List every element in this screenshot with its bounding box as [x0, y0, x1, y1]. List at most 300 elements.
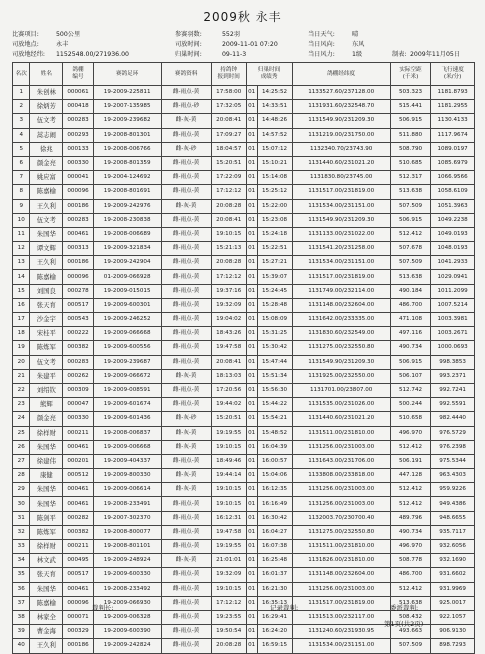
cell-loft-coords: 1131133.00/231022.00 — [292, 227, 390, 241]
cell-arrival-time: 15:28:48 — [257, 298, 292, 312]
cell-ring: 19-2009-066930 — [93, 596, 161, 610]
results-table — [12, 62, 475, 654]
footer-page: 第1页(共2页) — [384, 620, 424, 628]
cell-rank: 28 — [13, 469, 30, 483]
cell-ring: 01-2009-066928 — [93, 270, 161, 284]
cell-clock-time: 19:32:09 — [211, 568, 246, 582]
cell-speed: 1058.6109 — [431, 185, 475, 199]
cell-loft-coords: 1131511.00/231810.00 — [292, 540, 390, 554]
cell-name: 颜金亮 — [30, 156, 63, 170]
cell-loft-coords: 1131256.00/231003.00 — [292, 582, 390, 596]
cell-speed: 993.2371 — [431, 369, 475, 383]
cell-speed: 1029.0941 — [431, 270, 475, 284]
cell-loft-coords: 1131511.00/231810.00 — [292, 426, 390, 440]
cell-name: 朱国华 — [30, 440, 63, 454]
table-row — [13, 242, 475, 256]
cell-name: 谭文辉 — [30, 242, 63, 256]
cell-distance: 490.734 — [390, 525, 430, 539]
cell-arrival-day: 01 — [246, 483, 257, 497]
table-row — [13, 454, 475, 468]
cell-arrival-day: 01 — [246, 142, 257, 156]
cell-name: 王久利 — [30, 639, 63, 653]
table-row — [13, 100, 475, 114]
cell-speed: 925.0017 — [431, 596, 475, 610]
cell-name: 王久利 — [30, 256, 63, 270]
cell-bird-info: 雌-雨点-黄 — [161, 625, 211, 639]
cell-ring: 19-2007-135985 — [93, 100, 161, 114]
cell-rank: 19 — [13, 341, 30, 355]
table-row — [13, 298, 475, 312]
table-row — [13, 497, 475, 511]
cell-arrival-time: 15:56:30 — [257, 383, 292, 397]
cell-loft-id: 000330 — [63, 156, 94, 170]
cell-rank: 17 — [13, 313, 30, 327]
cell-name: 刘绍钦 — [30, 383, 63, 397]
cell-arrival-time: 16:00:57 — [257, 454, 292, 468]
cell-ring: 19-2009-404337 — [93, 454, 161, 468]
cell-loft-coords: 1131256.00/231003.00 — [292, 497, 390, 511]
cell-distance: 506.191 — [390, 454, 430, 468]
cell-name: 熊辉 — [30, 398, 63, 412]
cell-arrival-time: 15:22:51 — [257, 242, 292, 256]
value-tabulated: 2009年11月05日 — [410, 51, 461, 58]
cell-name: 徐样财 — [30, 426, 63, 440]
cell-rank: 14 — [13, 270, 30, 284]
cell-loft-id: 000517 — [63, 298, 94, 312]
cell-loft-id: 000461 — [63, 440, 94, 454]
cell-rank: 22 — [13, 383, 30, 397]
cell-clock-time: 15:20:51 — [211, 412, 246, 426]
cell-bird-info: 雌-雨点-黄 — [161, 568, 211, 582]
cell-name: 徐样财 — [30, 540, 63, 554]
table-header-row — [13, 63, 475, 86]
cell-bird-info: 雌-雨点-黄 — [161, 270, 211, 284]
cell-name: 沙金宇 — [30, 313, 63, 327]
cell-ring: 19-2008-230838 — [93, 213, 161, 227]
cell-clock-time: 17:22:09 — [211, 171, 246, 185]
header-distance: 实际空距 (千米) — [390, 63, 430, 86]
cell-bird-info: 雌-雨点-黄 — [161, 525, 211, 539]
cell-ring: 19-2008-233492 — [93, 582, 161, 596]
cell-arrival-time: 15:31:25 — [257, 327, 292, 341]
cell-arrival-day: 01 — [246, 568, 257, 582]
cell-loft-coords: 1131826.00/231810.00 — [292, 554, 390, 568]
cell-loft-coords: 1131440.60/231021.20 — [292, 156, 390, 170]
cell-clock-time: 19:10:15 — [211, 440, 246, 454]
cell-distance: 512.317 — [390, 171, 430, 185]
cell-arrival-day: 01 — [246, 256, 257, 270]
header-bird-info: 赛鸽资料 — [161, 63, 211, 86]
cell-distance: 508.432 — [390, 610, 430, 624]
cell-ring: 19-2009-601436 — [93, 412, 161, 426]
cell-loft-id: 000133 — [63, 142, 94, 156]
cell-distance: 506.915 — [390, 213, 430, 227]
cell-name: 曹金海 — [30, 625, 63, 639]
cell-loft-coords: 1131643.00/231706.00 — [292, 454, 390, 468]
cell-loft-id: 000313 — [63, 242, 94, 256]
cell-ring: 19-2009-008591 — [93, 383, 161, 397]
cell-clock-time: 15:20:51 — [211, 156, 246, 170]
cell-loft-id: 000382 — [63, 525, 94, 539]
cell-rank: 9 — [13, 199, 30, 213]
cell-rank: 23 — [13, 398, 30, 412]
cell-rank: 25 — [13, 426, 30, 440]
cell-speed: 1000.0693 — [431, 341, 475, 355]
cell-arrival-day: 01 — [246, 383, 257, 397]
table-row — [13, 270, 475, 284]
cell-loft-id: 000186 — [63, 256, 94, 270]
cell-loft-coords: 1131440.60/231021.20 — [292, 412, 390, 426]
cell-bird-info: 雌-雨点-黄 — [161, 639, 211, 653]
cell-loft-id: 000071 — [63, 610, 94, 624]
cell-arrival-day: 01 — [246, 213, 257, 227]
cell-arrival-day: 01 — [246, 284, 257, 298]
cell-arrival-day: 01 — [246, 454, 257, 468]
cell-loft-coords: 1131275.00/232550.80 — [292, 525, 390, 539]
cell-bird-info: 雌-灰-黄 — [161, 554, 211, 568]
cell-name: 姚应富 — [30, 171, 63, 185]
cell-rank: 1 — [13, 86, 30, 100]
cell-rank: 24 — [13, 412, 30, 426]
cell-loft-id: 000461 — [63, 582, 94, 596]
cell-clock-time: 19:44:02 — [211, 398, 246, 412]
cell-rank: 8 — [13, 185, 30, 199]
cell-ring: 19-2008-801301 — [93, 128, 161, 142]
cell-arrival-time: 15:48:52 — [257, 426, 292, 440]
cell-ring: 19-2008-006766 — [93, 142, 161, 156]
cell-arrival-time: 15:22:00 — [257, 199, 292, 213]
cell-distance: 510.658 — [390, 412, 430, 426]
cell-distance: 507.509 — [390, 199, 430, 213]
cell-loft-coords: 1131549.90/231209.30 — [292, 114, 390, 128]
table-row — [13, 412, 475, 426]
cell-arrival-day: 01 — [246, 242, 257, 256]
cell-loft-id: 000293 — [63, 128, 94, 142]
cell-ring: 19-2009-066672 — [93, 369, 161, 383]
cell-speed: 1003.3981 — [431, 313, 475, 327]
cell-distance: 512.412 — [390, 497, 430, 511]
cell-loft-coords: 1131925.00/232550.00 — [292, 369, 390, 383]
cell-distance: 497.116 — [390, 327, 430, 341]
label-entries: 参赛羽数: — [175, 31, 202, 38]
cell-speed: 959.9226 — [431, 483, 475, 497]
cell-arrival-day: 01 — [246, 355, 257, 369]
table-row — [13, 568, 475, 582]
cell-arrival-time: 15:08:09 — [257, 313, 292, 327]
cell-name: 伍文考 — [30, 213, 63, 227]
cell-arrival-time: 15:30:42 — [257, 341, 292, 355]
cell-ring: 19-2008-801691 — [93, 185, 161, 199]
cell-rank: 29 — [13, 483, 30, 497]
table-row — [13, 483, 475, 497]
cell-loft-id: 000418 — [63, 100, 94, 114]
label-release-coords: 司放地经纬: — [12, 51, 46, 58]
cell-loft-coords: 1131830.60/232549.00 — [292, 327, 390, 341]
cell-name: 陈嘉榆 — [30, 270, 63, 284]
cell-loft-id: 000282 — [63, 511, 94, 525]
cell-speed: 992.5591 — [431, 398, 475, 412]
cell-clock-time: 18:43:26 — [211, 327, 246, 341]
cell-distance: 489.796 — [390, 511, 430, 525]
cell-loft-id: 000061 — [63, 86, 94, 100]
cell-distance: 490.734 — [390, 341, 430, 355]
cell-loft-id: 000096 — [63, 185, 94, 199]
cell-loft-id: 000461 — [63, 497, 94, 511]
cell-clock-time: 19:04:02 — [211, 313, 246, 327]
cell-loft-coords: 1131240.60/231930.95 — [292, 625, 390, 639]
footer-referee: 裁判长: — [92, 604, 114, 612]
cell-rank: 40 — [13, 639, 30, 653]
cell-rank: 18 — [13, 327, 30, 341]
cell-arrival-time: 15:10:21 — [257, 156, 292, 170]
cell-arrival-day: 01 — [246, 327, 257, 341]
table-row — [13, 156, 475, 170]
cell-ring: 19-2008-801359 — [93, 156, 161, 170]
cell-name: 朱国华 — [30, 582, 63, 596]
cell-name: 伍文考 — [30, 355, 63, 369]
cell-distance: 447.128 — [390, 469, 430, 483]
table-row — [13, 383, 475, 397]
cell-name: 徐建伟 — [30, 454, 63, 468]
cell-arrival-time: 16:30:42 — [257, 511, 292, 525]
cell-bird-info: 雌-雨点-黄 — [161, 213, 211, 227]
cell-arrival-time: 16:07:38 — [257, 540, 292, 554]
cell-distance: 512.412 — [390, 582, 430, 596]
cell-speed: 931.9969 — [431, 582, 475, 596]
cell-distance: 503.323 — [390, 86, 430, 100]
cell-speed: 976.2398 — [431, 440, 475, 454]
cell-clock-time: 19:50:54 — [211, 625, 246, 639]
cell-rank: 20 — [13, 355, 30, 369]
value-entries: 552羽 — [222, 31, 240, 38]
cell-clock-time: 19:10:15 — [211, 582, 246, 596]
cell-loft-coords: 1131517.00/231819.00 — [292, 270, 390, 284]
cell-clock-time: 17:12:12 — [211, 596, 246, 610]
cell-loft-coords: 1131642.00/233335.00 — [292, 313, 390, 327]
cell-clock-time: 20:08:28 — [211, 199, 246, 213]
cell-rank: 7 — [13, 171, 30, 185]
cell-arrival-day: 01 — [246, 114, 257, 128]
cell-loft-id: 000461 — [63, 483, 94, 497]
cell-bird-info: 雌-雨点-黄 — [161, 582, 211, 596]
cell-speed: 982.4440 — [431, 412, 475, 426]
cell-clock-time: 16:12:31 — [211, 511, 246, 525]
cell-speed: 931.6602 — [431, 568, 475, 582]
cell-name: 徐炳芳 — [30, 100, 63, 114]
cell-clock-time: 17:58:00 — [211, 86, 246, 100]
cell-name: 伍文考 — [30, 114, 63, 128]
cell-loft-id: 000096 — [63, 596, 94, 610]
cell-clock-time: 19:47:58 — [211, 341, 246, 355]
label-weather: 当日天气: — [308, 31, 335, 38]
value-release-time: 2009-11-01 07:20 — [222, 41, 278, 48]
footer-recorder: 记录裁判: — [270, 604, 299, 612]
cell-bird-info: 雌-灰-砂 — [161, 412, 211, 426]
cell-distance: 507.678 — [390, 242, 430, 256]
cell-arrival-day: 01 — [246, 171, 257, 185]
table-row — [13, 227, 475, 241]
cell-rank: 26 — [13, 440, 30, 454]
cell-loft-coords: 1131549.90/231209.30 — [292, 213, 390, 227]
table-row — [13, 313, 475, 327]
cell-arrival-time: 14:57:52 — [257, 128, 292, 142]
cell-clock-time: 17:09:27 — [211, 128, 246, 142]
cell-clock-time: 19:32:09 — [211, 298, 246, 312]
value-release-coords: 1152548.00/271936.00 — [56, 51, 129, 58]
cell-arrival-time: 14:33:51 — [257, 100, 292, 114]
cell-arrival-time: 15:39:07 — [257, 270, 292, 284]
cell-distance: 496.970 — [390, 540, 430, 554]
cell-clock-time: 20:08:41 — [211, 213, 246, 227]
table-row — [13, 426, 475, 440]
cell-arrival-time: 14:48:26 — [257, 114, 292, 128]
table-row — [13, 213, 475, 227]
table-row — [13, 327, 475, 341]
cell-ring: 19-2009-800330 — [93, 469, 161, 483]
cell-loft-coords: 1131541.20/231258.00 — [292, 242, 390, 256]
value-race-item: 500公里 — [56, 31, 81, 38]
cell-loft-coords: 1131256.00/231003.00 — [292, 483, 390, 497]
cell-rank: 21 — [13, 369, 30, 383]
cell-speed: 1089.0197 — [431, 142, 475, 156]
cell-arrival-time: 16:04:39 — [257, 440, 292, 454]
cell-clock-time: 18:04:57 — [211, 142, 246, 156]
table-row — [13, 554, 475, 568]
cell-loft-coords: 1131513.00/232117.00 — [292, 610, 390, 624]
cell-distance: 512.412 — [390, 227, 430, 241]
cell-arrival-day: 01 — [246, 540, 257, 554]
cell-speed: 1048.0193 — [431, 242, 475, 256]
cell-clock-time: 18:13:03 — [211, 369, 246, 383]
cell-loft-coords: 1131701.00/23807.00 — [292, 383, 390, 397]
cell-arrival-day: 01 — [246, 227, 257, 241]
cell-distance: 510.685 — [390, 156, 430, 170]
value-return-time: 09-11-3 — [222, 51, 247, 58]
cell-arrival-time: 15:04:06 — [257, 469, 292, 483]
cell-rank: 15 — [13, 284, 30, 298]
cell-rank: 2 — [13, 100, 30, 114]
cell-rank: 32 — [13, 525, 30, 539]
cell-arrival-time: 15:24:45 — [257, 284, 292, 298]
cell-speed: 1130.4133 — [431, 114, 475, 128]
cell-bird-info: 雌-雨点-黄 — [161, 355, 211, 369]
cell-arrival-day: 01 — [246, 412, 257, 426]
cell-clock-time: 19:37:16 — [211, 284, 246, 298]
cell-arrival-time: 16:21:30 — [257, 582, 292, 596]
cell-name: 徐兆 — [30, 142, 63, 156]
cell-ring: 19-2008-006689 — [93, 227, 161, 241]
cell-ring: 19-2009-248924 — [93, 554, 161, 568]
cell-speed: 1117.9674 — [431, 128, 475, 142]
cell-arrival-day: 01 — [246, 511, 257, 525]
cell-arrival-day: 01 — [246, 156, 257, 170]
cell-loft-coords: 1131517.00/231819.00 — [292, 596, 390, 610]
cell-loft-coords: 1131517.00/231819.00 — [292, 185, 390, 199]
cell-clock-time: 19:19:55 — [211, 540, 246, 554]
cell-bird-info: 雌-雨点-黄 — [161, 596, 211, 610]
cell-ring: 19-2008-800077 — [93, 525, 161, 539]
cell-loft-id: 000283 — [63, 355, 94, 369]
value-wind-force: 1级 — [352, 51, 363, 58]
cell-clock-time: 15:21:13 — [211, 242, 246, 256]
cell-name: 陈炼军 — [30, 341, 63, 355]
cell-distance: 500.244 — [390, 398, 430, 412]
cell-speed: 1049.0193 — [431, 227, 475, 241]
cell-distance: 511.880 — [390, 128, 430, 142]
table-row — [13, 171, 475, 185]
cell-clock-time: 20:08:41 — [211, 114, 246, 128]
cell-arrival-day: 01 — [246, 398, 257, 412]
cell-rank: 5 — [13, 142, 30, 156]
table-body — [13, 86, 475, 654]
cell-bird-info: 雌-灰-黄 — [161, 199, 211, 213]
table-row — [13, 582, 475, 596]
cell-clock-time: 19:10:15 — [211, 497, 246, 511]
cell-arrival-day: 01 — [246, 128, 257, 142]
cell-bird-info: 雌-雨点-黄 — [161, 242, 211, 256]
header-ring: 赛鸽足环 — [93, 63, 161, 86]
table-row — [13, 369, 475, 383]
cell-clock-time: 19:19:55 — [211, 426, 246, 440]
cell-bird-info: 雌-灰-黄 — [161, 469, 211, 483]
cell-speed: 935.7117 — [431, 525, 475, 539]
cell-arrival-day: 01 — [246, 270, 257, 284]
cell-bird-info: 雌-雨点-黄 — [161, 227, 211, 241]
cell-ring: 19-2009-006668 — [93, 440, 161, 454]
cell-distance: 506.915 — [390, 355, 430, 369]
cell-arrival-time: 16:29:41 — [257, 610, 292, 624]
label-race-item: 比赛项目: — [12, 31, 39, 38]
cell-clock-time: 20:08:41 — [211, 355, 246, 369]
cell-arrival-time: 16:12:35 — [257, 483, 292, 497]
label-wind-force: 当日风力: — [308, 51, 335, 58]
cell-arrival-day: 01 — [246, 625, 257, 639]
page-title: 2009秋 永丰 — [203, 10, 282, 24]
cell-rank: 13 — [13, 256, 30, 270]
cell-clock-time: 19:10:15 — [211, 483, 246, 497]
cell-clock-time: 19:23:55 — [211, 610, 246, 624]
cell-loft-coords: 1131830.80/23745.00 — [292, 171, 390, 185]
cell-name: 刘国良 — [30, 284, 63, 298]
cell-name: 蒿志闹 — [30, 128, 63, 142]
cell-ring: 19-2008-233491 — [93, 497, 161, 511]
cell-bird-info: 雌-雨点-黄 — [161, 171, 211, 185]
cell-loft-id: 000211 — [63, 426, 94, 440]
cell-ring: 19-2008-801101 — [93, 540, 161, 554]
cell-speed: 998.3853 — [431, 355, 475, 369]
cell-bird-info: 雌-雨点-黄 — [161, 454, 211, 468]
cell-rank: 16 — [13, 298, 30, 312]
cell-loft-id: 000382 — [63, 341, 94, 355]
cell-name: 朱建平 — [30, 369, 63, 383]
table-row — [13, 86, 475, 100]
cell-ring: 19-2009-242824 — [93, 639, 161, 653]
cell-bird-info: 雌-雨点-黄 — [161, 256, 211, 270]
cell-loft-id: 000186 — [63, 199, 94, 213]
cell-arrival-time: 15:25:12 — [257, 185, 292, 199]
cell-distance: 471.108 — [390, 313, 430, 327]
cell-bird-info: 雌-雨点-黄 — [161, 341, 211, 355]
table-row — [13, 540, 475, 554]
cell-name: 王久利 — [30, 199, 63, 213]
cell-speed: 976.5729 — [431, 426, 475, 440]
cell-rank: 38 — [13, 610, 30, 624]
cell-rank: 36 — [13, 582, 30, 596]
cell-loft-id: 000517 — [63, 568, 94, 582]
cell-arrival-day: 01 — [246, 426, 257, 440]
cell-name: 陈嘉榆 — [30, 185, 63, 199]
cell-clock-time: 17:12:12 — [211, 185, 246, 199]
